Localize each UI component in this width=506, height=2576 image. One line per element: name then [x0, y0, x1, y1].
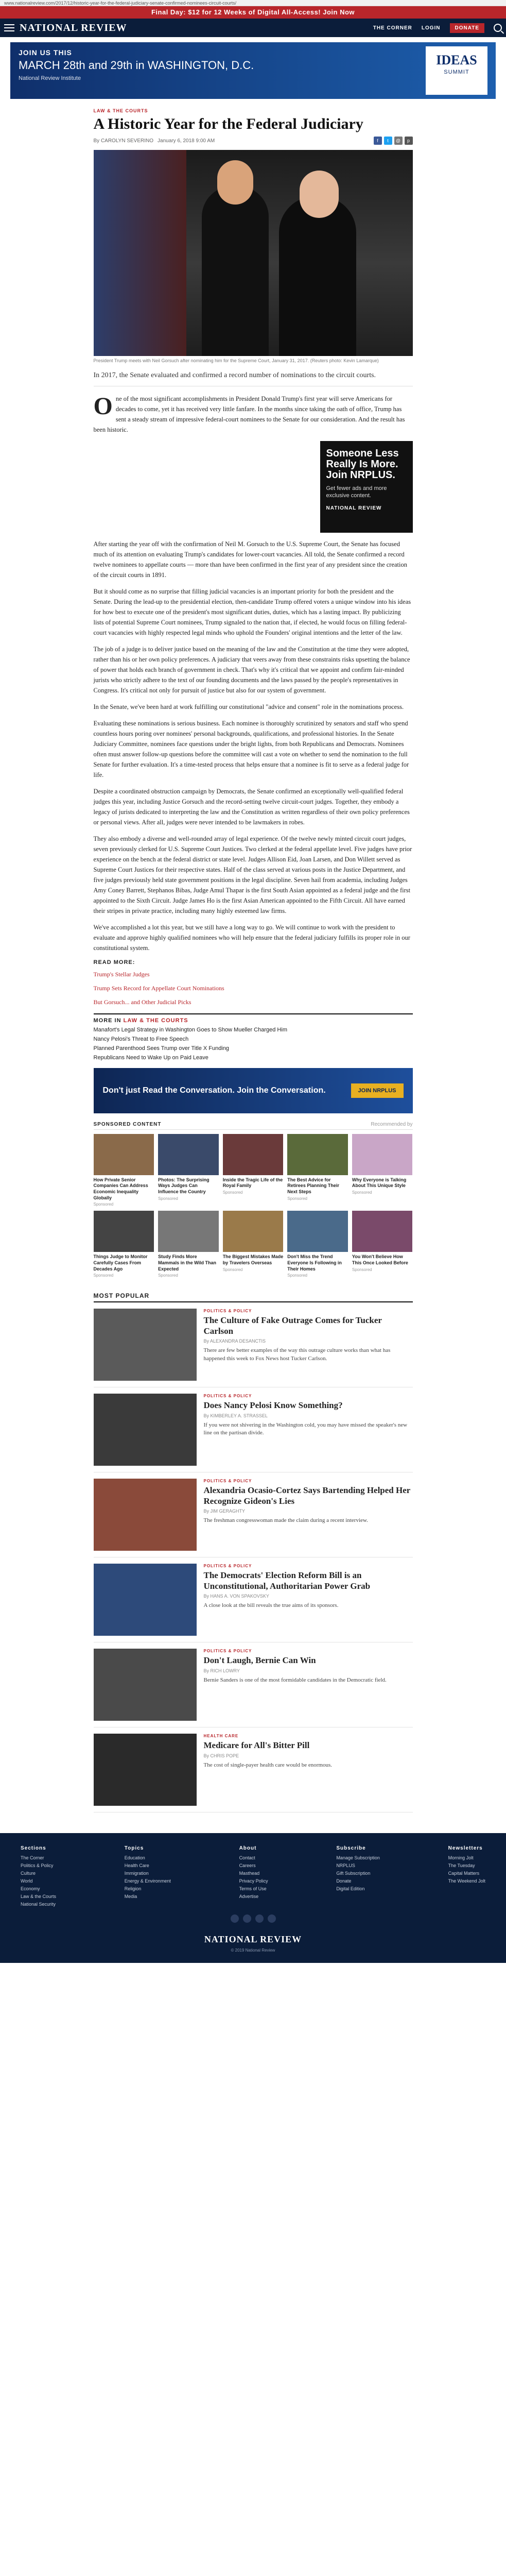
paragraph: In the Senate, we've been hard at work fulfilling our constitutional "advice and consent" role in the nominations process. — [93, 703, 404, 710]
sponsored-image[interactable] — [94, 1211, 154, 1252]
footer-column — [448, 1845, 485, 1909]
popular-item-author[interactable]: By ALEXANDRA DESANCTIS — [203, 1338, 266, 1344]
footer-link[interactable]: Donate — [336, 1878, 352, 1884]
nrplus-ad[interactable] — [320, 441, 413, 533]
article — [94, 108, 413, 1278]
email-icon[interactable]: @ — [394, 137, 403, 145]
article-body — [94, 394, 413, 953]
ideas-summit-badge — [426, 46, 487, 95]
ad-join: Join NRPLUS. — [326, 469, 395, 481]
most-popular-title: MOST POPULAR — [94, 1292, 413, 1302]
footer-column-title: Subscribe — [336, 1845, 366, 1852]
footer-link[interactable]: World — [21, 1878, 33, 1884]
popular-item-image[interactable] — [94, 1734, 197, 1806]
sponsored-card-source: Sponsored — [222, 1190, 243, 1195]
sponsored-card-source: Sponsored — [287, 1196, 307, 1201]
footer-link[interactable]: Manage Subscription — [336, 1855, 380, 1861]
banner-line-3: National Review Institute — [19, 75, 81, 81]
paragraph: One of the most significant accomplishments in President Donald Trump's first year will serve Americans for decades to come, yet it has received very little fanfare. In the months since taking the oath of office, Trump has sent a steady stream of impressive federal-court nominees to the Senate for our consideration. And the result has been historic. — [93, 392, 405, 433]
badge-subtitle: SUMMIT — [444, 69, 469, 75]
site-logo[interactable]: NATIONAL REVIEW — [20, 22, 127, 33]
footer-link[interactable]: The Tuesday — [448, 1863, 475, 1869]
popular-item-excerpt: If you were not shivering in the Washington cold, you may have missed the speaker's new line on the partisan divide. — [203, 1421, 408, 1436]
popular-item-image[interactable] — [94, 1309, 197, 1381]
article-kicker[interactable]: LAW & THE COURTS — [93, 108, 148, 113]
popular-item-author[interactable]: By JIM GERAGHTY — [203, 1509, 246, 1514]
popular-item-kicker[interactable]: POLITICS & POLICY — [203, 1479, 252, 1484]
popular-item[interactable] — [94, 1302, 413, 1387]
masthead — [0, 19, 506, 37]
sponsored-by[interactable]: Recommended by — [371, 1121, 413, 1127]
social-links — [21, 1914, 485, 1923]
sponsored-card-title[interactable]: Things Judge to Monitor Carefully Cases From Decades Ago — [93, 1254, 148, 1272]
sponsored-card[interactable] — [287, 1134, 348, 1207]
paragraph: Evaluating these nominations is serious business. Each nominee is thoroughly scrutinized by senators and staff who spend countless hours poring over nominees' personal backgrounds, qualifications, and professional histories. In the Senate Judiciary Committee, nominees face questions under the bright lights, from both Republicans and Democrats. Nominees often must answer follow-up questions before the committee will cast a vote on whether to send the nomination to the full Senate for further evaluation. It's a time-tested process that helps ensure that a nominee is fit to serve as a federal judge for life. — [93, 719, 409, 778]
facebook-icon[interactable]: f — [374, 137, 382, 145]
sponsored-card-source: Sponsored — [158, 1273, 178, 1278]
paragraph: We've accomplished a lot this year, but we still have a long way to go. We will continue to work with the president to evaluate and approve highly qualified nominees who will help ensure that the federal judiciary fulfills its proper role in our constitutional system. — [93, 923, 410, 952]
sponsored-card-title[interactable]: Why Everyone is Talking About This Unique Style — [352, 1177, 407, 1189]
footer-link[interactable]: Morning Jolt — [448, 1855, 474, 1861]
popular-item[interactable] — [94, 1387, 413, 1472]
ad-headline: Someone Less Really Is More. — [326, 447, 399, 470]
popular-item[interactable] — [94, 1472, 413, 1557]
popular-item-kicker[interactable]: POLITICS & POLICY — [203, 1564, 252, 1569]
footer-logo[interactable]: NATIONAL REVIEW — [204, 1934, 302, 1945]
print-icon[interactable]: p — [405, 137, 413, 145]
sponsored-card-source: Sponsored — [222, 1267, 243, 1272]
ideas-summit-banner[interactable] — [10, 42, 496, 99]
nrplus-strip-ad[interactable] — [94, 1068, 413, 1113]
sponsored-card[interactable] — [352, 1134, 413, 1207]
footer-link[interactable]: Politics & Policy — [21, 1863, 54, 1869]
popular-item-headline[interactable]: The Democrats' Election Reform Bill is an Unconstitutional, Authoritarian Power Grab — [203, 1570, 371, 1591]
sponsored-card-source: Sponsored — [93, 1202, 114, 1207]
donate-button[interactable]: DONATE — [450, 23, 484, 33]
hero-image — [94, 150, 413, 356]
footer — [0, 1833, 506, 1963]
popular-item[interactable] — [94, 1557, 413, 1642]
sponsored-card-title[interactable]: Study Finds More Mammals in the Wild Than Expected — [158, 1254, 217, 1272]
youtube-icon[interactable] — [268, 1914, 276, 1923]
publish-date: January 6, 2018 9:00 AM — [158, 138, 215, 144]
most-popular — [94, 1292, 413, 1812]
footer-link[interactable]: Masthead — [239, 1871, 260, 1876]
banner-line-2: MARCH 28th and 29th in WASHINGTON, D.C. — [19, 59, 254, 72]
sponsored-image[interactable] — [158, 1134, 219, 1175]
footer-link[interactable]: NRPLUS — [336, 1863, 355, 1869]
join-nrplus-button[interactable]: JOIN NRPLUS — [351, 1083, 404, 1098]
read-more — [94, 959, 413, 1006]
paragraph: Despite a coordinated obstruction campaign by Democrats, the Senate confirmed an exceptionally well-qualified federal judges this year, including Justice Gorsuch and the record-setting twelve circuit-court judges. Together, they embody a legacy of jurists dedicated to interpreting the law and the Constitution as written regardless of their own policy preferences or personal views. After all, judges were never intended to be lawmakers in robes. — [93, 787, 410, 826]
menu-icon[interactable] — [4, 24, 14, 31]
popular-item-image[interactable] — [94, 1649, 197, 1721]
sponsored-card-source: Sponsored — [158, 1196, 178, 1201]
read-more-link[interactable]: Trump Sets Record for Appellate Court Nominations — [93, 984, 224, 992]
more-in-section-name[interactable]: LAW & THE COURTS — [123, 1017, 188, 1024]
sponsored-card[interactable] — [223, 1211, 284, 1278]
sponsored-image[interactable] — [158, 1211, 219, 1252]
sponsored-image[interactable] — [352, 1134, 413, 1175]
twitter-icon[interactable] — [243, 1914, 251, 1923]
sponsored-card-title[interactable]: The Biggest Mistakes Made by Travelers Overseas — [222, 1254, 284, 1266]
footer-link[interactable]: Gift Subscription — [336, 1871, 371, 1876]
read-more-link[interactable]: Trump's Stellar Judges — [93, 970, 150, 978]
footer-link[interactable]: Digital Edition — [336, 1886, 365, 1892]
popular-item-excerpt: The freshman congresswoman made the claim during a recent interview. — [203, 1517, 368, 1524]
footer-link[interactable]: Terms of Use — [239, 1886, 267, 1892]
more-in-link[interactable]: Planned Parenthood Sees Trump over Title X Funding — [93, 1045, 230, 1052]
sponsored-image[interactable] — [287, 1211, 348, 1252]
footer-column — [125, 1845, 171, 1909]
popular-item[interactable] — [94, 1727, 413, 1812]
sponsored-image[interactable] — [223, 1211, 284, 1252]
popular-item-author[interactable]: By RICH LOWRY — [203, 1668, 240, 1673]
footer-column — [239, 1845, 268, 1909]
author[interactable]: By CAROLYN SEVERINO — [93, 138, 154, 144]
footer-link[interactable]: Law & the Courts — [21, 1894, 57, 1900]
footer-link[interactable]: Economy — [21, 1886, 40, 1892]
ad-body: Get fewer ads and more exclusive content. — [326, 485, 387, 499]
popular-item-kicker[interactable]: HEALTH CARE — [203, 1734, 239, 1739]
sponsored-grid — [94, 1134, 413, 1278]
promo-banner[interactable]: Final Day: $12 for 12 Weeks of Digital All-Access! Join Now — [0, 6, 506, 19]
popular-item-headline[interactable]: Alexandria Ocasio-Cortez Says Bartending Helped Her Recognize Gideon's Lies — [203, 1485, 411, 1506]
sponsored-card-source: Sponsored — [93, 1273, 114, 1278]
sponsored-card-source: Sponsored — [287, 1273, 307, 1278]
twitter-icon[interactable]: t — [384, 137, 392, 145]
more-in-title: MORE IN LAW & THE COURTS — [93, 1017, 188, 1024]
copyright: © 2019 National Review — [231, 1948, 275, 1953]
sponsored-card[interactable] — [94, 1211, 154, 1278]
sponsored-card-title[interactable]: The Best Advice for Retirees Planning Their Next Steps — [287, 1177, 339, 1194]
popular-item-excerpt: A close look at the bill reveals the true aims of its sponsors. — [203, 1602, 339, 1609]
footer-link[interactable]: Energy & Environment — [124, 1878, 171, 1884]
search-icon[interactable] — [494, 24, 502, 32]
more-in-section — [94, 1013, 413, 1061]
footer-link[interactable]: Capital Matters — [448, 1871, 480, 1876]
popular-item-headline[interactable]: Don't Laugh, Bernie Can Win — [203, 1655, 316, 1666]
popular-item[interactable] — [94, 1642, 413, 1727]
sponsored-card[interactable] — [158, 1211, 219, 1278]
popular-item-author[interactable]: By KIMBERLEY A. STRASSEL — [203, 1413, 268, 1418]
article-dek: In 2017, the Senate evaluated and confirmed a record number of nominations to the circuit courts. — [93, 371, 376, 379]
footer-column-title: Sections — [21, 1845, 46, 1852]
sponsored-image[interactable] — [223, 1134, 284, 1175]
more-in-link[interactable]: Republicans Need to Wake Up on Paid Leave — [93, 1054, 208, 1061]
popular-item-excerpt: There are few better examples of the way this outrage culture works than what has happened this week to Fox News host Tucker Carlson. — [203, 1347, 391, 1362]
article-title: A Historic Year for the Federal Judiciary — [93, 115, 363, 132]
popular-item-image[interactable] — [94, 1479, 197, 1551]
popular-item-headline[interactable]: Does Nancy Pelosi Know Something? — [203, 1400, 343, 1411]
read-more-link[interactable]: But Gorsuch... and Other Judicial Picks — [93, 998, 191, 1006]
footer-link[interactable]: The Corner — [21, 1855, 44, 1861]
nav-the-corner[interactable]: THE CORNER — [373, 25, 412, 31]
image-caption: President Trump meets with Neil Gorsuch after nominating him for the Supreme Court, January 31, 2017. (Reuters photo: Kevin Lamarque) — [93, 358, 379, 363]
footer-link[interactable]: Media — [124, 1894, 137, 1900]
sponsored-card[interactable] — [287, 1211, 348, 1278]
sponsored-card-source: Sponsored — [352, 1267, 372, 1272]
popular-item-image[interactable] — [94, 1394, 197, 1466]
sponsored-card-title[interactable]: Photos: The Surprising Ways Judges Can Influence the Country — [158, 1177, 210, 1194]
share-buttons — [374, 137, 413, 145]
footer-link[interactable]: Privacy Policy — [239, 1878, 268, 1884]
nav-login[interactable]: LOGIN — [421, 25, 441, 31]
sponsored-card-title[interactable]: Don't Miss the Trend Everyone Is Following in Their Homes — [287, 1254, 342, 1272]
sponsored-card[interactable] — [223, 1134, 284, 1207]
footer-column-title: About — [239, 1845, 257, 1852]
popular-item-excerpt: The cost of single-payer health care would be enormous. — [203, 1761, 333, 1768]
more-in-link[interactable]: Manafort's Legal Strategy in Washington Goes to Show Mueller Charged Him — [93, 1026, 287, 1033]
footer-link[interactable]: The Weekend Jolt — [448, 1878, 485, 1884]
sponsored-card[interactable] — [158, 1134, 219, 1207]
footer-link[interactable]: Careers — [239, 1863, 256, 1869]
sponsored-image[interactable] — [287, 1134, 348, 1175]
popular-item-kicker[interactable]: POLITICS & POLICY — [203, 1394, 252, 1399]
popular-item-headline[interactable]: The Culture of Fake Outrage Comes for Tucker Carlson — [203, 1315, 382, 1336]
badge-title: IDEAS — [436, 53, 477, 67]
footer-column — [21, 1845, 56, 1909]
paragraph: After starting the year off with the confirmation of Neil M. Gorsuch to the U.S. Supreme Court, the Senate has focused much of its attention on evaluating Trump's candidates for lower-court vacancies. All told, the Senate confirmed a record twelve nominees to appellate courts — more than have been confirmed in the first year of any president since the creation of the circuit courts in 1891. — [93, 540, 407, 579]
read-more-title: READ MORE: — [93, 959, 135, 965]
paragraph: The job of a judge is to deliver justice based on the meaning of the law and the Constitution at the time they were adopted, rather than his or her own policy preferences. A judiciary that veers away from these constraints risks upsetting the balance of power that holds each branch of government in check. That's why it's critical that we appoint and confirm fair-minded jurists who strictly adhere to the text of our founding documents and the laws passed by the people's representatives in Congress. It's critical not only for pursuit of justice but also for our system of government. — [93, 645, 410, 694]
sponsored-card-title[interactable]: You Won't Believe How This Once Looked Before — [352, 1254, 408, 1266]
ad-strip-text: Don't just Read the Conversation. Join the Conversation. — [102, 1086, 326, 1095]
footer-column-title: Topics — [124, 1845, 144, 1852]
popular-item-headline[interactable]: Medicare for All's Bitter Pill — [203, 1740, 310, 1751]
byline — [94, 137, 413, 145]
sponsored-card-source: Sponsored — [352, 1190, 372, 1195]
sponsored-title: SPONSORED CONTENT — [93, 1121, 162, 1127]
footer-link[interactable]: Health Care — [124, 1863, 149, 1869]
banner-line-1: JOIN US THIS — [19, 48, 72, 57]
popular-item-kicker[interactable]: POLITICS & POLICY — [203, 1309, 252, 1314]
sponsored-card[interactable] — [94, 1134, 154, 1207]
footer-link[interactable]: Religion — [124, 1886, 142, 1892]
ad-brand: NATIONAL REVIEW — [326, 505, 382, 512]
sponsored-image[interactable] — [352, 1211, 413, 1252]
popular-item-excerpt: Bernie Sanders is one of the most formidable candidates in the Democratic field. — [203, 1676, 387, 1683]
sponsored-content — [94, 1122, 413, 1278]
footer-column — [336, 1845, 380, 1909]
sponsored-card-title[interactable]: How Private Senior Companies Can Address Economic Inequality Globally — [93, 1177, 148, 1200]
footer-link[interactable]: National Security — [21, 1902, 56, 1907]
footer-link[interactable]: Immigration — [124, 1871, 149, 1876]
footer-link[interactable]: Education — [124, 1855, 145, 1861]
masthead-links — [373, 23, 502, 33]
footer-link[interactable]: Contact — [239, 1855, 255, 1861]
sponsored-image[interactable] — [94, 1134, 154, 1175]
facebook-icon[interactable] — [231, 1914, 239, 1923]
instagram-icon[interactable] — [255, 1914, 264, 1923]
popular-item-author[interactable]: By CHRIS POPE — [203, 1753, 239, 1758]
footer-link[interactable]: Advertise — [239, 1894, 259, 1900]
browser-url-bar[interactable]: www.nationalreview.com/2017/12/historic-year-for-the-federal-judiciary-senate-confirmed-nominees-circuit-courts/ — [0, 0, 506, 6]
sponsored-card[interactable] — [352, 1211, 413, 1278]
paragraph: But it should come as no surprise that filling judicial vacancies is an important priority for both the president and the Senate. During the lead-up to the presidential election, then-candidate Trump offered voters a unique window into his ideas for how best to execute one of the president's most significant duties, duties, which has a lasting impact. By publicizing lists of potential Supreme Court nominees, Trump signaled to the nation that, if elected, he would focus on filling federal-court vacancies with highly respected legal minds who uphold the Founders' original intentions and the letter of the law. — [93, 587, 411, 636]
footer-column-title: Newsletters — [448, 1845, 483, 1852]
more-in-link[interactable]: Nancy Pelosi's Threat to Free Speech — [93, 1036, 189, 1042]
popular-item-kicker[interactable]: POLITICS & POLICY — [203, 1649, 252, 1654]
popular-item-author[interactable]: By HANS A. VON SPAKOVSKY — [203, 1594, 269, 1599]
paragraph: They also embody a diverse and well-rounded array of legal experience. Of the twelve newly minted circuit court judges, seven previously clerked for U.S. Supreme Court Justices. Two clerked at the federal appellate level. Five judges have prior experience on the bench at the federal district or state level. Judges Allison Eid, Joan Larsen, and Don Willett served as Supreme Court Justices for their respective states. Half of the class served at various posts in the Justice Department, and five judges previously held state government positions in the legal discipline. Seven hail from academia, including Judges Amy Coney Barrett, Stephanos Bibas, Judge Amul Thapar is the first South Asian appointed as a federal judge and the first appointed to the Sixth Circuit. Judge James Ho is the first Asian American appointed to the Fifth Circuit. All have earned their stripes in private practice, including many highly esteemed law firms. — [93, 835, 412, 914]
footer-link[interactable]: Culture — [21, 1871, 36, 1876]
sponsored-card-title[interactable]: Inside the Tragic Life of the Royal Family — [222, 1177, 283, 1189]
popular-item-image[interactable] — [94, 1564, 197, 1636]
